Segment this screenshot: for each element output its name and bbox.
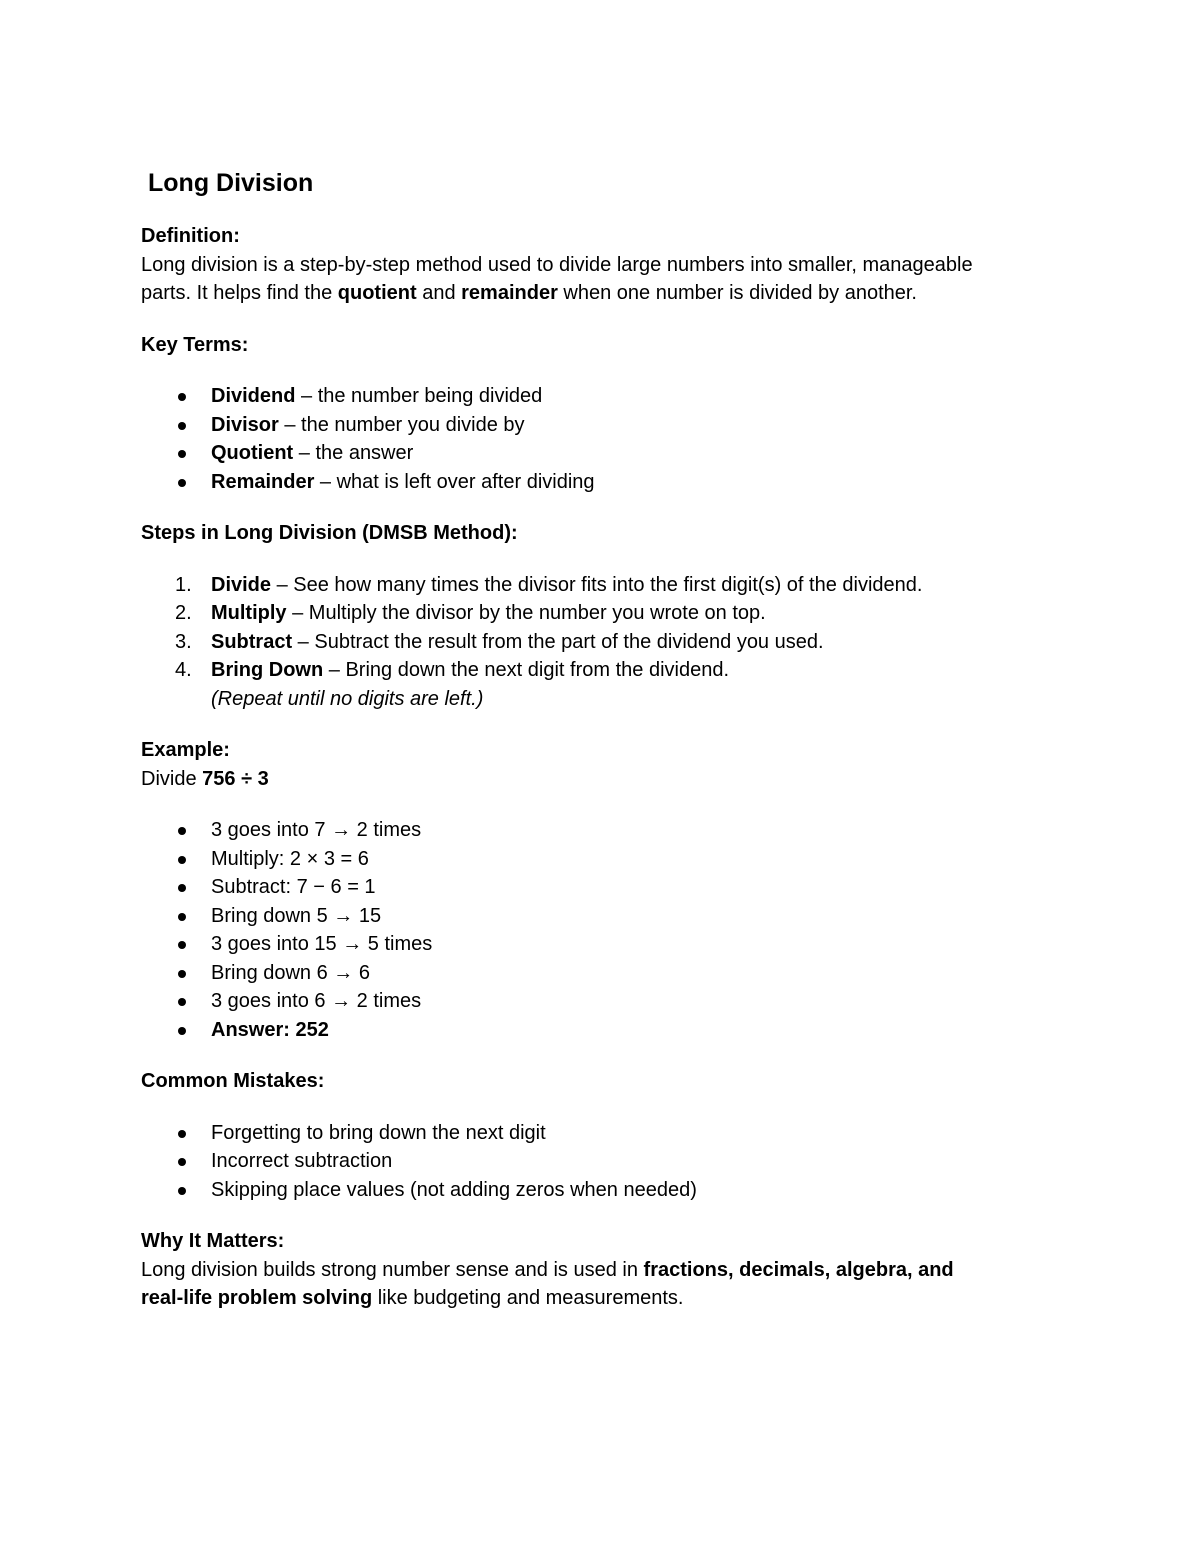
- list-item: [141, 628, 1061, 657]
- bullet-icon: [178, 884, 186, 892]
- term-desc: – the number you divide by: [278, 413, 525, 436]
- term-label: Quotient: [211, 442, 294, 464]
- bullet-icon: [178, 941, 186, 949]
- bullet-icon: [178, 1187, 186, 1195]
- why-heading: Why It Matters:: [141, 1230, 285, 1252]
- list-item: [141, 468, 1061, 497]
- definition-heading: Definition:: [141, 225, 240, 247]
- page-title: Long Division: [148, 169, 314, 197]
- key-terms-heading: Key Terms:: [141, 333, 249, 356]
- example-answer: Answer: 252: [211, 1018, 329, 1041]
- example-step: Subtract: 7 − 6 = 1: [211, 876, 376, 898]
- example-step: Bring down 5 → 15: [211, 904, 382, 927]
- bullet-icon: [178, 913, 186, 921]
- step-number: 2.: [175, 602, 192, 624]
- list-item: [141, 599, 1061, 628]
- list-item: [141, 845, 1061, 874]
- step-number: 1.: [175, 573, 192, 596]
- bullet-icon: [178, 422, 186, 430]
- step-desc: – Multiply the divisor by the number you wrote on top.: [286, 602, 766, 624]
- list-item: [141, 656, 1061, 685]
- list-item: [141, 411, 1061, 440]
- definition-text-pre: parts. It helps find the: [141, 282, 338, 304]
- bullet-icon: [178, 970, 186, 978]
- term-desc: – the answer: [293, 442, 414, 464]
- list-item: [141, 930, 1061, 959]
- step-desc: – Bring down the next digit from the dividend.: [323, 659, 730, 681]
- example-step: 3 goes into 7 → 2 times: [211, 819, 422, 841]
- list-item: [141, 987, 1061, 1016]
- term-label: Remainder: [211, 470, 315, 493]
- bullet-icon: [178, 856, 186, 864]
- list-item: [141, 571, 1061, 600]
- list-item: [141, 1147, 1061, 1176]
- list-item: [141, 959, 1061, 988]
- why-line-2: [141, 1284, 1061, 1313]
- key-terms-list: [141, 382, 1061, 496]
- bullet-icon: [178, 393, 186, 401]
- mistake-item: Skipping place values (not adding zeros when needed): [211, 1178, 697, 1201]
- example-step: Multiply: 2 × 3 = 6: [211, 847, 369, 870]
- step-term: Multiply: [211, 602, 287, 624]
- step-term: Divide: [211, 573, 272, 596]
- mistake-item: Incorrect subtraction: [211, 1150, 393, 1172]
- example-intro: [141, 765, 1061, 794]
- example-intro-text: Divide: [141, 767, 203, 790]
- list-item: [141, 873, 1061, 902]
- why-text-pre: Long division builds strong number sense and is used in: [141, 1258, 644, 1281]
- steps-note: (Repeat until no digits are left.): [211, 687, 484, 710]
- step-term: Bring Down: [211, 659, 324, 681]
- bullet-icon: [178, 1027, 186, 1035]
- term-label: Divisor: [211, 413, 279, 436]
- definition-bold-remainder: remainder: [461, 282, 558, 304]
- why-bold-2: real-life problem solving: [141, 1287, 373, 1309]
- step-number: 3.: [175, 630, 192, 653]
- steps-list: [141, 571, 1061, 685]
- example-heading: Example:: [141, 739, 230, 761]
- list-item: [141, 1016, 1061, 1045]
- mistakes-list: [141, 1119, 1061, 1205]
- document-content: [141, 166, 1061, 1313]
- bullet-icon: [178, 450, 186, 458]
- steps-heading: Steps in Long Division (DMSB Method):: [141, 522, 518, 544]
- example-steps-list: [141, 816, 1061, 1044]
- definition-text-mid: and: [416, 282, 462, 304]
- bullet-icon: [178, 1158, 186, 1166]
- bullet-icon: [178, 998, 186, 1006]
- step-desc: – See how many times the divisor fits into the first digit(s) of the dividend.: [271, 573, 923, 596]
- definition-bold-quotient: quotient: [337, 282, 417, 304]
- example-step: 3 goes into 15 → 5 times: [211, 933, 433, 955]
- why-bold-1: fractions, decimals, algebra, and: [643, 1258, 954, 1281]
- step-desc: – Subtract the result from the part of the dividend you used.: [292, 630, 824, 653]
- definition-text-post: when one number is divided by another.: [557, 282, 917, 304]
- list-item: [141, 1176, 1061, 1205]
- list-item: [141, 902, 1061, 931]
- mistakes-heading: Common Mistakes:: [141, 1070, 325, 1092]
- list-item: [141, 382, 1061, 411]
- example-problem: 756 ÷ 3: [202, 767, 269, 790]
- list-item: [141, 439, 1061, 468]
- bullet-icon: [178, 479, 186, 487]
- term-desc: – the number being divided: [295, 385, 543, 407]
- definition-line-2: [141, 279, 1061, 308]
- term-label: Dividend: [211, 385, 296, 407]
- step-term: Subtract: [211, 630, 293, 653]
- list-item: [141, 1119, 1061, 1148]
- definition-line-1: Long division is a step-by-step method used to divide large numbers into smaller, manageable: [141, 253, 973, 276]
- why-text-post: like budgeting and measurements.: [372, 1287, 684, 1309]
- example-step: Bring down 6 → 6: [211, 961, 370, 984]
- bullet-icon: [178, 827, 186, 835]
- example-step: 3 goes into 6 → 2 times: [211, 990, 422, 1012]
- why-line-1: [141, 1256, 1061, 1285]
- mistake-item: Forgetting to bring down the next digit: [211, 1121, 546, 1144]
- term-desc: – what is left over after dividing: [314, 470, 595, 493]
- step-number: 4.: [175, 659, 192, 681]
- bullet-icon: [178, 1130, 186, 1138]
- list-item: [141, 816, 1061, 845]
